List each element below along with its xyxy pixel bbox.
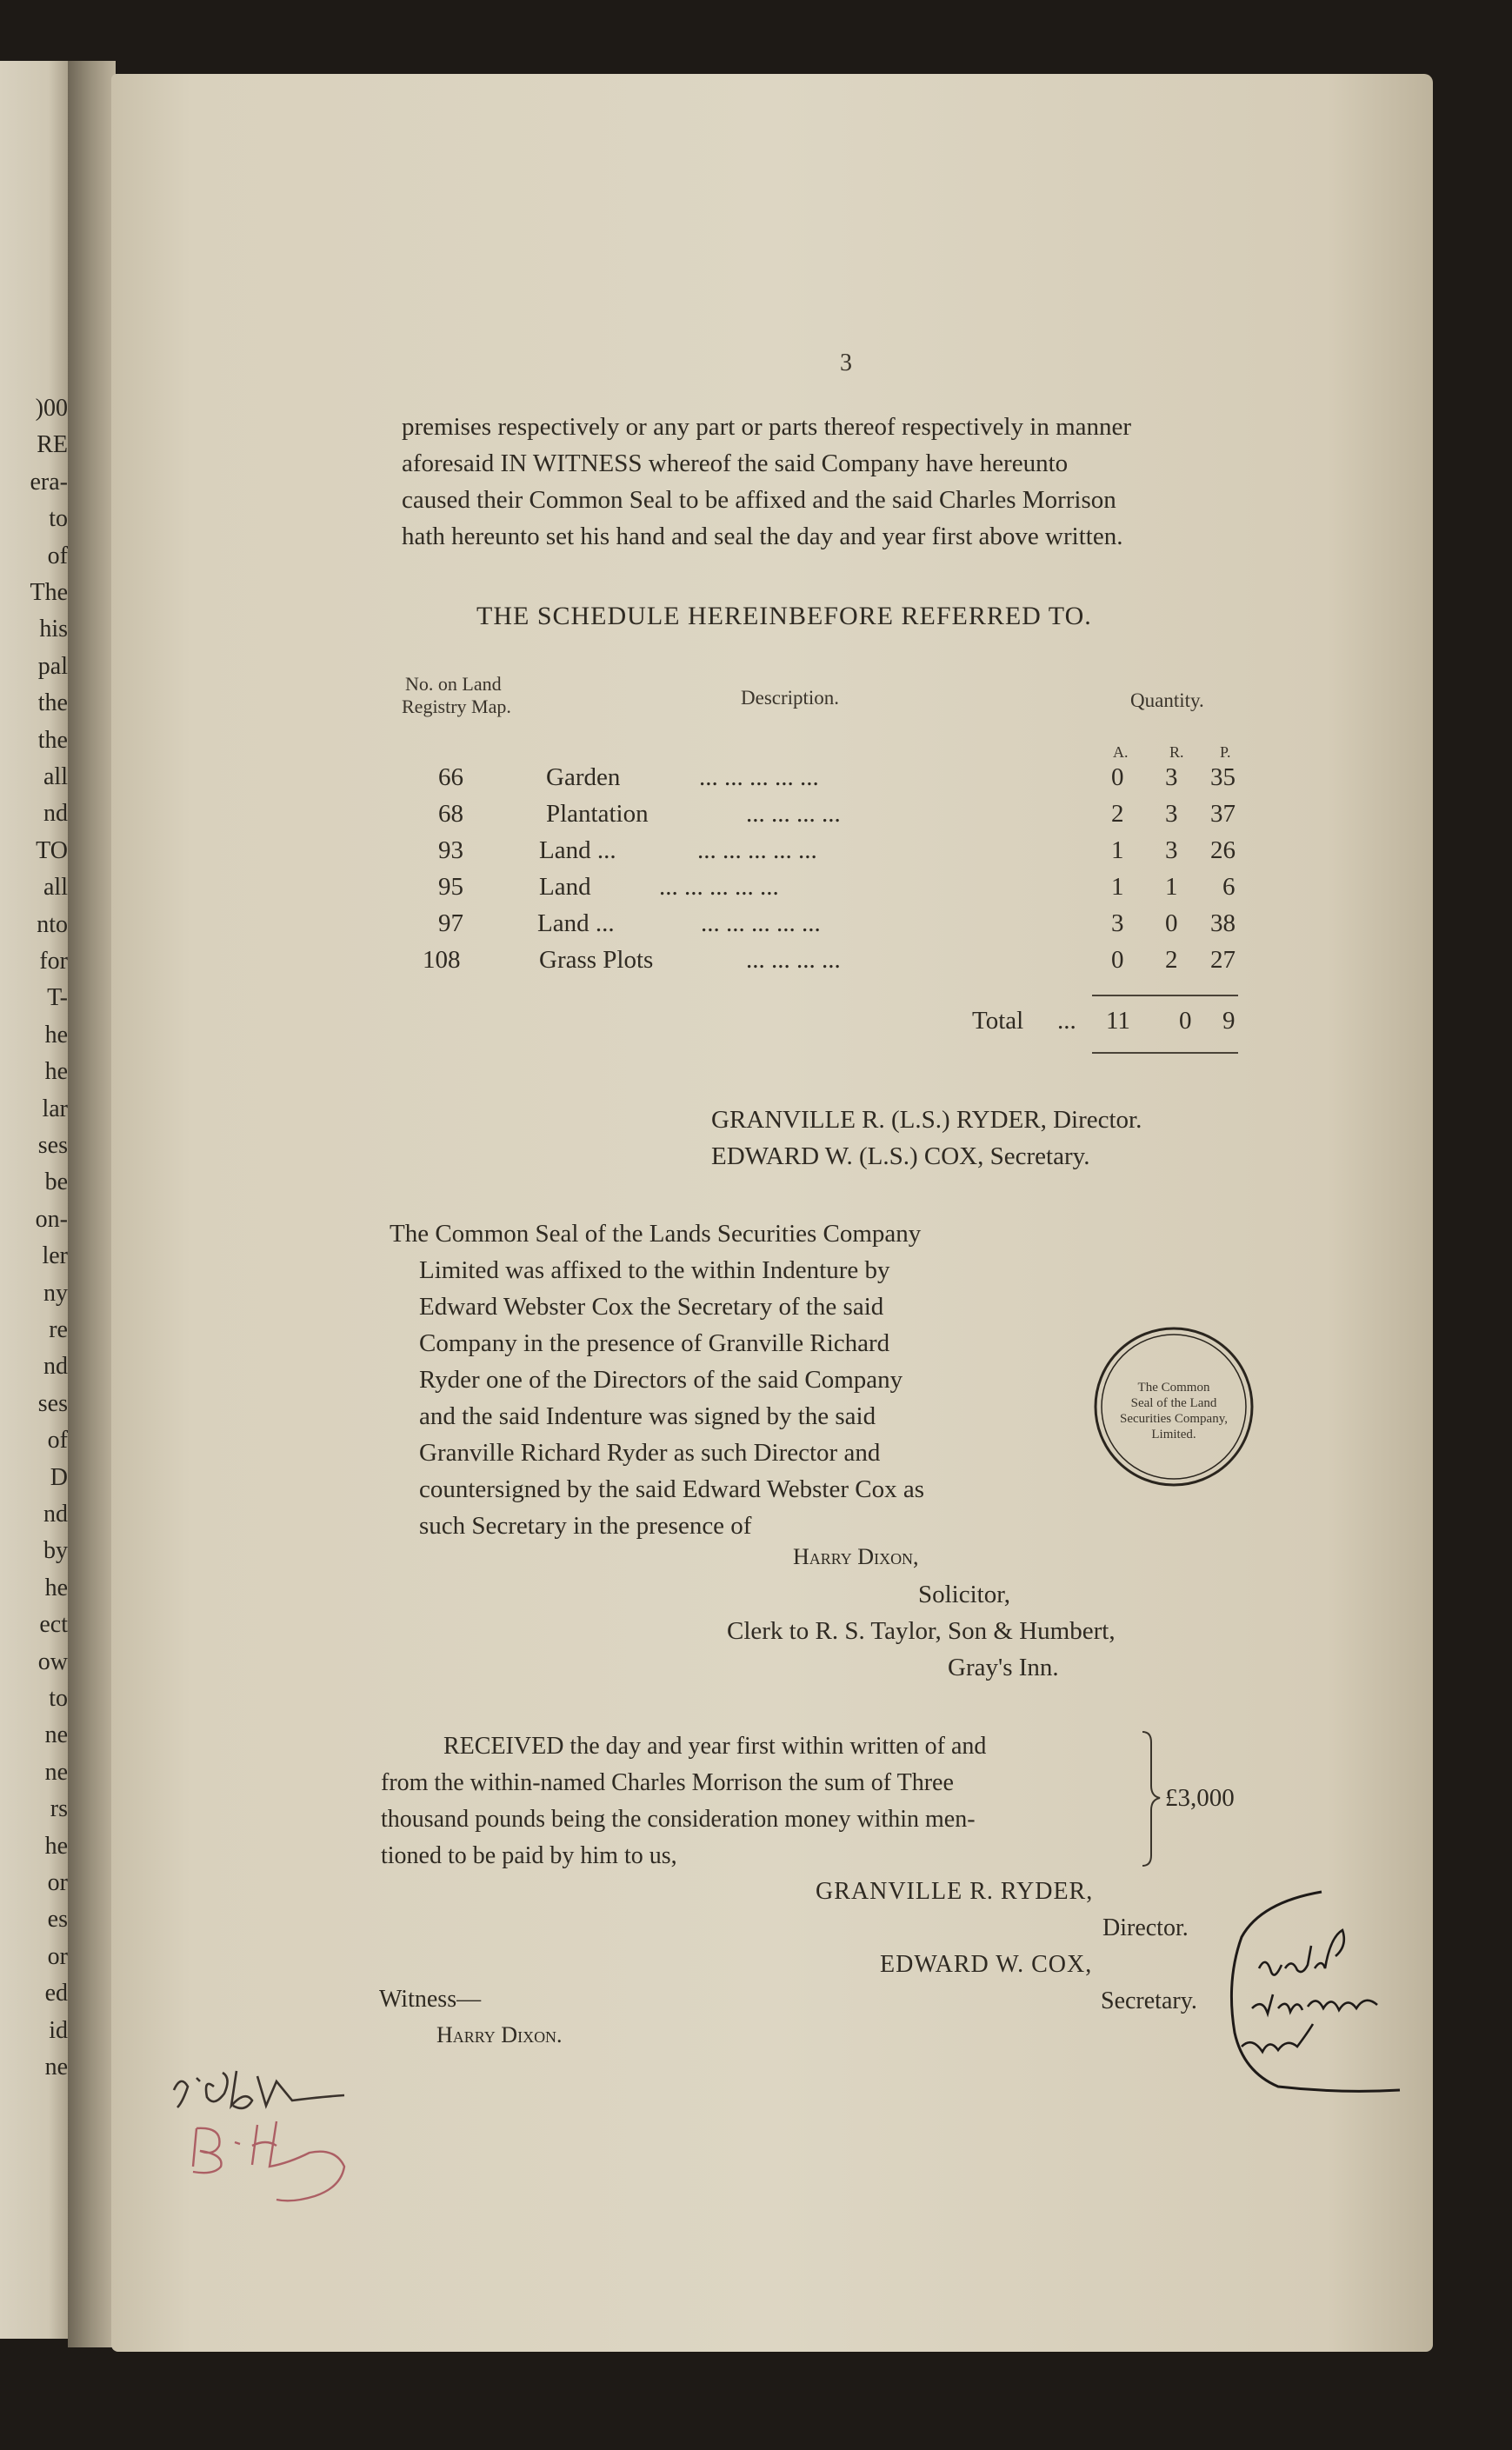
leader-dots: ... ... ... ... ... <box>697 836 817 864</box>
schedule-row <box>400 946 1269 981</box>
witness-signature <box>436 2022 563 2048</box>
unit-perches: P. <box>1220 743 1231 761</box>
registry-number: 66 <box>438 763 463 791</box>
description: Garden <box>546 763 621 791</box>
leader-dots: ... ... ... ... <box>746 800 841 828</box>
left-page-fragment: his <box>39 616 68 643</box>
leader-dots: ... ... ... ... ... <box>659 873 779 901</box>
left-page-fragment: he <box>44 1058 68 1086</box>
acres-value: 0 <box>1111 946 1124 974</box>
unit-acres: A. <box>1113 743 1129 761</box>
receipt-amount: £3,000 <box>1165 1784 1235 1812</box>
paragraph-line <box>402 518 1275 555</box>
acres-value: 0 <box>1111 763 1124 791</box>
total-roods: 0 <box>1179 1007 1192 1035</box>
left-page-fragment: re <box>49 1316 68 1343</box>
total-acres: 11 <box>1106 1007 1130 1035</box>
paragraph-line: tioned to be paid by him to us, <box>381 1842 677 1869</box>
left-page-fragment: or <box>47 1869 68 1896</box>
page-number: 3 <box>840 350 852 376</box>
seal-text-line: Limited. <box>1151 1428 1196 1441</box>
perches-value: 35 <box>1210 763 1236 791</box>
seal-attestation-paragraph <box>390 1215 1033 1544</box>
perches-value: 38 <box>1210 909 1236 937</box>
left-page-fragment: ne <box>44 1758 68 1786</box>
left-page-fragment: the <box>37 726 68 754</box>
roods-value: 3 <box>1165 800 1178 828</box>
left-page-fragment: The <box>30 579 68 606</box>
acres-value: 1 <box>1111 836 1124 864</box>
column-header-description: Description. <box>741 687 840 709</box>
paragraph-line: such Secretary in the presence of <box>419 1512 752 1540</box>
registry-number: 93 <box>438 836 463 864</box>
paragraph-line: Granville Richard Ryder as such Director and <box>419 1439 881 1467</box>
left-page-fragment: RE <box>37 431 68 459</box>
left-page-fragment: rs <box>50 1795 68 1823</box>
left-page-edge <box>0 61 70 2339</box>
paragraph-line: from the within-named Charles Morrison the sum of Three <box>381 1769 954 1796</box>
registry-number: 95 <box>438 873 463 901</box>
schedule-row <box>400 873 1269 908</box>
column-header-registry <box>402 673 511 718</box>
left-page-fragment: he <box>44 1574 68 1601</box>
witness-name <box>793 1544 919 1570</box>
left-page-fragment: to <box>49 505 68 533</box>
total-perches: 9 <box>1222 1007 1236 1035</box>
header-line: Registry Map. <box>402 696 511 717</box>
left-page-fragment: be <box>44 1168 68 1196</box>
receipt-paragraph <box>381 1728 1139 1874</box>
schedule-row <box>400 800 1269 835</box>
witness-place: Gray's Inn. <box>948 1654 1059 1681</box>
left-page-fragment: ed <box>44 1980 68 2007</box>
left-page-fragment: of <box>47 542 68 569</box>
perches-value: 37 <box>1210 800 1236 828</box>
pencil-initials <box>162 2052 362 2226</box>
paragraph-line: Company in the presence of Granville Richard <box>419 1329 890 1357</box>
left-page-fragment: nd <box>43 800 68 828</box>
left-page-fragment: T- <box>47 984 68 1012</box>
seal-text-line: Seal of the Land <box>1130 1396 1217 1410</box>
left-page-fragment: ect <box>39 1611 68 1639</box>
description: Plantation <box>546 800 649 828</box>
paragraph-line: countersigned by the said Edward Webster Cox as <box>419 1475 925 1503</box>
left-page-fragment: ses <box>37 1389 68 1417</box>
seal-text-line: Securities Company, <box>1119 1412 1229 1426</box>
paragraph-line <box>402 445 1275 482</box>
left-page-fragment: ow <box>37 1648 68 1675</box>
leader-dots: ... ... ... ... ... <box>701 909 821 937</box>
paragraph-line: Limited was affixed to the within Indenture by <box>419 1256 890 1284</box>
acres-value: 1 <box>1111 873 1124 901</box>
perches-value: 26 <box>1210 836 1236 864</box>
left-page-fragment: he <box>44 1021 68 1049</box>
left-page-fragment: D <box>50 1463 68 1491</box>
description: Land ... <box>537 909 615 937</box>
left-page-fragment: ny <box>43 1279 68 1307</box>
opening-paragraph <box>402 409 1275 555</box>
left-page-fragment: ne <box>44 1721 68 1749</box>
left-page-fragment: es <box>47 1906 68 1934</box>
left-page-fragment: TO <box>36 836 68 864</box>
director-name: GRANVILLE R. RYDER, <box>816 1878 1094 1905</box>
roods-value: 0 <box>1165 909 1178 937</box>
total-dots: ... <box>1057 1007 1076 1035</box>
witness-label: Witness— <box>379 1986 482 2013</box>
description: Grass Plots <box>539 946 654 974</box>
left-page-fragment: nd <box>43 1501 68 1528</box>
roods-value: 3 <box>1165 836 1178 864</box>
secretary-signature-line: EDWARD W. (L.S.) COX, Secretary. <box>711 1142 1090 1170</box>
description: Land ... <box>539 836 616 864</box>
line-text: hath hereunto set his hand and seal the day and year first above written. <box>402 523 1123 550</box>
common-seal-stamp <box>1092 1325 1256 1488</box>
left-page-fragment: of <box>47 1427 68 1455</box>
registry-number: 108 <box>423 946 461 974</box>
total-label: Total <box>972 1007 1024 1035</box>
acres-value: 3 <box>1111 909 1124 937</box>
receipt-brace <box>1139 1730 1165 1869</box>
description: Land <box>539 873 591 901</box>
left-page-fragment: )00 <box>35 395 68 422</box>
witness-signature-text: Harry Dixon. <box>436 2022 563 2047</box>
left-page-fragment: all <box>43 763 68 790</box>
unit-roods: R. <box>1169 743 1184 761</box>
left-page-fragment: nto <box>37 910 68 938</box>
paragraph-line: Edward Webster Cox the Secretary of the said <box>419 1293 884 1321</box>
left-page-fragment: pal <box>37 652 68 680</box>
roods-value: 3 <box>1165 763 1178 791</box>
secretary-name: EDWARD W. COX, <box>880 1951 1093 1978</box>
roods-value: 2 <box>1165 946 1178 974</box>
left-page-fragment: all <box>43 874 68 902</box>
total-rule-bottom <box>1092 1052 1238 1054</box>
paragraph-line: RECEIVED the day and year first within written of and <box>443 1733 987 1760</box>
leader-dots: ... ... ... ... <box>746 946 841 974</box>
total-rule-top <box>1092 995 1238 996</box>
registry-number: 97 <box>438 909 463 937</box>
perches-value: 27 <box>1210 946 1236 974</box>
witness-role: Solicitor, <box>918 1581 1010 1608</box>
column-header-quantity: Quantity. <box>1130 689 1204 711</box>
left-page-fragment: by <box>43 1537 68 1565</box>
line-text: caused their Common Seal to be affixed and the said Charles Morrison <box>402 486 1116 514</box>
schedule-row <box>400 836 1269 871</box>
schedule-row <box>400 763 1269 798</box>
left-page-fragment: or <box>47 1942 68 1970</box>
director-title: Director. <box>1102 1914 1189 1941</box>
secretary-title: Secretary. <box>1101 1987 1197 2014</box>
left-page-fragment: ler <box>42 1242 68 1270</box>
left-page-fragment: nd <box>43 1353 68 1381</box>
left-page-fragment: on- <box>35 1205 68 1233</box>
left-page-fragment: lar <box>42 1095 68 1122</box>
left-page-fragment: the <box>37 689 68 717</box>
line-text: premises respectively or any part or parts thereof respectively in manner <box>402 413 1132 441</box>
left-page-fragment: era- <box>30 468 68 496</box>
left-page-fragment: to <box>49 1685 68 1712</box>
paragraph-line <box>402 482 1275 518</box>
witness-firm: Clerk to R. S. Taylor, Son & Humbert, <box>727 1617 1116 1645</box>
line-text: aforesaid IN WITNESS whereof the said Company have hereunto <box>402 449 1069 477</box>
schedule-total-row <box>400 1007 1269 1042</box>
paragraph-line <box>402 409 1275 445</box>
paragraph-line: thousand pounds being the consideration money within men- <box>381 1806 976 1833</box>
schedule-row <box>400 909 1269 944</box>
acres-value: 2 <box>1111 800 1124 828</box>
left-page-fragment: for <box>39 948 68 975</box>
left-page-fragment: id <box>49 2016 68 2044</box>
book-gutter <box>68 61 116 2347</box>
left-page-fragment: ses <box>37 1132 68 1159</box>
leader-dots: ... ... ... ... ... <box>699 763 819 791</box>
handwritten-annotation <box>1217 1885 1417 2102</box>
schedule-title: THE SCHEDULE HEREINBEFORE REFERRED TO. <box>476 602 1092 630</box>
perches-value: 6 <box>1222 873 1236 901</box>
roods-value: 1 <box>1165 873 1178 901</box>
header-line: No. on Land <box>405 673 502 695</box>
paragraph-line: The Common Seal of the Lands Securities Company <box>390 1220 922 1248</box>
paragraph-line: and the said Indenture was signed by the said <box>419 1402 876 1430</box>
registry-number: 68 <box>438 800 463 828</box>
paragraph-line: Ryder one of the Directors of the said Company <box>419 1366 903 1394</box>
director-signature-line: GRANVILLE R. (L.S.) RYDER, Director. <box>711 1106 1142 1134</box>
seal-text-line: The Common <box>1137 1381 1210 1395</box>
left-page-fragment: he <box>44 1832 68 1860</box>
left-page-fragment: ne <box>44 2054 68 2081</box>
witness-name-text: Harry Dixon, <box>793 1544 919 1569</box>
